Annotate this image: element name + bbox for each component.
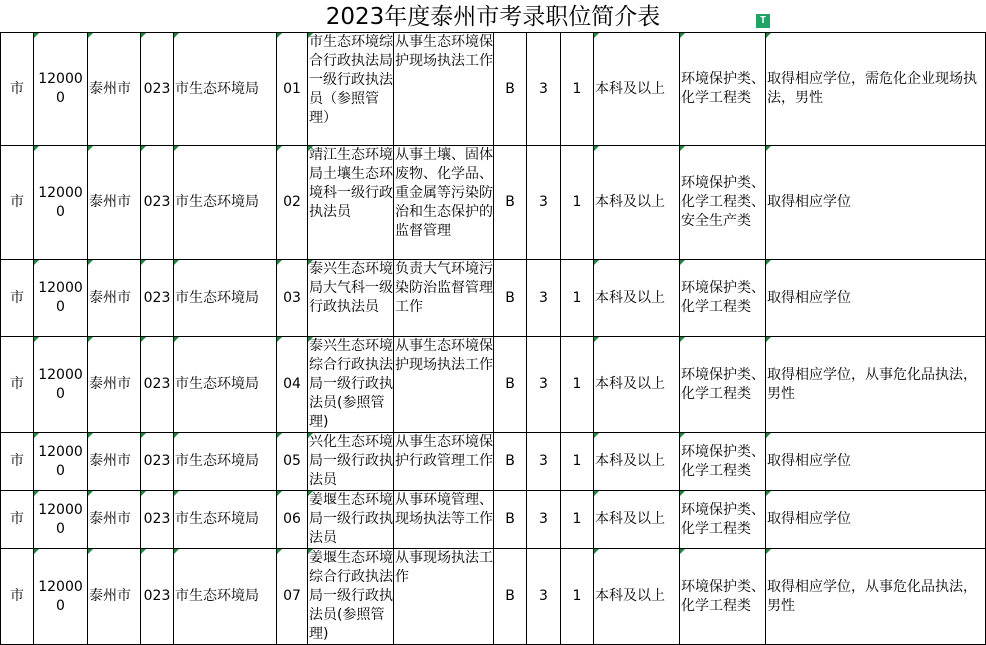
cell-text: 02 — [283, 194, 301, 210]
cell-text: 3 — [539, 511, 548, 527]
cell-text: 从事现场执法工作 — [395, 550, 493, 585]
cell-text: B — [505, 80, 515, 97]
comment-marker-icon — [88, 433, 93, 438]
cell-department[interactable] — [174, 146, 277, 260]
comment-marker-icon — [88, 337, 93, 342]
cell-dept-code[interactable] — [141, 260, 174, 337]
cell-text: B — [505, 376, 515, 392]
cell-education[interactable] — [594, 491, 680, 549]
table-row — [1, 260, 986, 337]
comment-marker-icon — [277, 33, 282, 38]
cell-text: 从事生态环境保护现场执法工作 — [395, 338, 493, 373]
cell-text: 023 — [143, 289, 171, 306]
cell-major[interactable] — [680, 337, 766, 433]
cell-exam-type[interactable] — [527, 33, 561, 146]
cell-region-code[interactable] — [34, 433, 88, 491]
cell-dept-code[interactable] — [141, 549, 174, 645]
cell-text: 环境保护类、化学工程类 — [681, 280, 765, 315]
comment-marker-icon — [766, 337, 771, 342]
cell-text: 1 — [572, 588, 582, 604]
comment-marker-icon — [174, 33, 179, 38]
cell-level[interactable] — [1, 260, 34, 337]
comment-marker-icon — [680, 549, 685, 554]
cell-text: 本科及以上 — [595, 588, 665, 604]
comment-marker-icon — [594, 33, 599, 38]
cell-text: 01 — [283, 80, 301, 97]
comment-marker-icon — [680, 146, 685, 151]
cell-position-name[interactable] — [308, 337, 394, 433]
cell-duty[interactable] — [394, 337, 494, 433]
cell-department[interactable] — [174, 33, 277, 146]
cell-dept-code[interactable] — [141, 433, 174, 491]
comment-marker-icon — [308, 491, 313, 496]
comment-marker-icon — [680, 337, 685, 342]
cell-text: 泰州市 — [89, 588, 131, 604]
comment-marker-icon — [594, 337, 599, 342]
comment-marker-icon — [766, 33, 771, 38]
cell-education[interactable] — [594, 337, 680, 433]
sheet-title: 2023年度泰州市考录职位简介表 — [325, 4, 661, 30]
cell-major[interactable] — [680, 433, 766, 491]
cell-other-requirements[interactable] — [766, 146, 986, 260]
cell-category[interactable] — [494, 549, 527, 645]
cell-position-code[interactable] — [277, 549, 308, 645]
cell-headcount[interactable] — [561, 433, 594, 491]
comment-marker-icon — [88, 146, 93, 151]
cell-exam-type[interactable] — [527, 260, 561, 337]
cell-headcount[interactable] — [561, 491, 594, 549]
cell-text: 环境保护类、化学工程类 — [681, 501, 765, 537]
table-row — [1, 433, 986, 491]
cell-category[interactable] — [494, 337, 527, 433]
cell-position-code[interactable] — [277, 146, 308, 260]
comment-marker-icon — [680, 433, 685, 438]
cell-category[interactable] — [494, 491, 527, 549]
table-row — [1, 549, 986, 645]
comment-marker-icon — [141, 337, 146, 342]
cell-text: 环境保护类、化学工程类 — [681, 366, 765, 402]
cell-text: 120000 — [38, 71, 83, 106]
cell-major[interactable] — [680, 33, 766, 146]
comment-marker-icon — [141, 33, 146, 38]
cell-position-name[interactable] — [308, 260, 394, 337]
cell-headcount[interactable] — [561, 549, 594, 645]
cell-duty[interactable] — [394, 33, 494, 146]
cell-text: 本科及以上 — [595, 289, 665, 306]
cell-text: 泰州市 — [89, 80, 131, 97]
cell-text: 环境保护类、化学工程类 — [681, 443, 765, 479]
cell-exam-type[interactable] — [527, 549, 561, 645]
cell-region-code[interactable] — [34, 337, 88, 433]
cell-position-name[interactable] — [308, 549, 394, 645]
cell-level[interactable] — [1, 146, 34, 260]
cell-region-code[interactable] — [34, 491, 88, 549]
cell-education[interactable] — [594, 33, 680, 146]
comment-marker-icon — [766, 549, 771, 554]
cell-text: 从事环境管理、现场执法等工作 — [395, 492, 493, 527]
comment-marker-icon — [766, 260, 771, 265]
cell-text: 3 — [539, 376, 548, 392]
cell-text: 023 — [143, 194, 171, 210]
cell-department[interactable] — [174, 433, 277, 491]
cell-city[interactable] — [88, 337, 141, 433]
cell-text: 负责大气环境污染防治监督管理工作 — [395, 261, 493, 315]
cell-text: 3 — [539, 194, 548, 210]
cell-education[interactable] — [594, 260, 680, 337]
cell-text: 市 — [10, 511, 24, 527]
cell-department[interactable] — [174, 337, 277, 433]
cell-text: 取得相应学位，需危化企业现场执法，男性 — [767, 71, 977, 106]
cell-education[interactable] — [594, 146, 680, 260]
cell-major[interactable] — [680, 549, 766, 645]
cell-duty[interactable] — [394, 433, 494, 491]
cell-level[interactable] — [1, 491, 34, 549]
cell-text: B — [505, 511, 515, 527]
cell-category[interactable] — [494, 433, 527, 491]
cell-text: 环境保护类、化学工程类、安全生产类 — [681, 175, 765, 229]
cell-text: 市 — [10, 194, 24, 210]
cell-text: B — [505, 588, 515, 604]
cell-level[interactable] — [1, 549, 34, 645]
cell-position-name[interactable] — [308, 33, 394, 146]
cell-text: 1 — [572, 289, 582, 306]
cell-city[interactable] — [88, 146, 141, 260]
cell-duty[interactable] — [394, 146, 494, 260]
cell-headcount[interactable] — [561, 337, 594, 433]
cell-text: 市 — [10, 289, 24, 306]
cell-text: 市生态环境局 — [175, 80, 259, 97]
title-bar — [0, 0, 986, 32]
cell-text: 1 — [572, 194, 582, 210]
cell-department[interactable] — [174, 260, 277, 337]
cell-education[interactable] — [594, 433, 680, 491]
cell-major[interactable] — [680, 146, 766, 260]
cell-text: 泰州市 — [89, 376, 131, 392]
comment-marker-icon — [34, 549, 39, 554]
cell-text: 3 — [539, 453, 548, 469]
cell-text: 市生态环境局 — [175, 376, 259, 392]
comment-marker-icon — [680, 491, 685, 496]
cell-text: 本科及以上 — [595, 80, 665, 97]
cell-duty[interactable] — [394, 549, 494, 645]
cell-position-code[interactable] — [277, 491, 308, 549]
comment-marker-icon — [766, 433, 771, 438]
cell-text: 1 — [572, 376, 582, 392]
cell-text: 120000 — [38, 501, 83, 537]
comment-marker-icon — [34, 433, 39, 438]
cell-department[interactable] — [174, 549, 277, 645]
comment-marker-icon — [141, 491, 146, 496]
cell-text: 120000 — [38, 578, 83, 614]
comment-marker-icon — [174, 433, 179, 438]
cell-text: 环境保护类、化学工程类 — [681, 71, 765, 106]
cell-text: 023 — [143, 453, 171, 469]
cell-text: 市 — [10, 376, 24, 392]
cell-other-requirements[interactable] — [766, 549, 986, 645]
comment-marker-icon — [34, 146, 39, 151]
cell-text: 023 — [143, 588, 171, 604]
cell-text: 泰州市 — [89, 453, 131, 469]
table-row — [1, 491, 986, 549]
comment-marker-icon — [277, 491, 282, 496]
cell-position-code[interactable] — [277, 33, 308, 146]
cell-duty[interactable] — [394, 260, 494, 337]
comment-tag-icon[interactable]: T — [756, 14, 770, 28]
comment-marker-icon — [308, 146, 313, 151]
cell-text: 市生态环境局 — [175, 194, 259, 210]
comment-marker-icon — [308, 33, 313, 38]
comment-marker-icon — [88, 549, 93, 554]
cell-exam-type[interactable] — [527, 491, 561, 549]
cell-level[interactable] — [1, 433, 34, 491]
comment-marker-icon — [141, 549, 146, 554]
cell-city[interactable] — [88, 260, 141, 337]
cell-text: 3 — [539, 588, 548, 604]
comment-marker-icon — [594, 491, 599, 496]
cell-position-name[interactable] — [308, 146, 394, 260]
cell-exam-type[interactable] — [527, 433, 561, 491]
cell-position-code[interactable] — [277, 433, 308, 491]
cell-headcount[interactable] — [561, 33, 594, 146]
cell-text: 1 — [572, 511, 582, 527]
cell-text: 03 — [283, 289, 301, 306]
cell-text: 从事生态环境保护行政管理工作 — [395, 434, 493, 469]
comment-marker-icon — [594, 549, 599, 554]
cell-text: B — [505, 453, 515, 469]
comment-marker-icon — [34, 33, 39, 38]
cell-region-code[interactable] — [34, 260, 88, 337]
positions-table — [0, 32, 986, 645]
comment-marker-icon — [277, 260, 282, 265]
cell-text: 从事生态环境保护现场执法工作 — [395, 34, 493, 69]
comment-marker-icon — [308, 433, 313, 438]
cell-text: 兴化生态环境局一级行政执法员 — [309, 434, 393, 488]
cell-text: B — [505, 289, 515, 306]
comment-marker-icon — [34, 260, 39, 265]
cell-text: 3 — [539, 80, 548, 97]
cell-other-requirements[interactable] — [766, 433, 986, 491]
cell-city[interactable] — [88, 433, 141, 491]
cell-text: 取得相应学位，从事危化品执法，男性 — [767, 366, 977, 402]
cell-region-code[interactable] — [34, 33, 88, 146]
cell-city[interactable] — [88, 33, 141, 146]
cell-text: 120000 — [38, 366, 83, 402]
cell-position-code[interactable] — [277, 337, 308, 433]
cell-position-code[interactable] — [277, 260, 308, 337]
cell-text: 06 — [283, 511, 301, 527]
cell-region-code[interactable] — [34, 146, 88, 260]
table-row — [1, 146, 986, 260]
comment-marker-icon — [766, 491, 771, 496]
comment-marker-icon — [174, 260, 179, 265]
cell-text: 本科及以上 — [595, 194, 665, 210]
comment-marker-icon — [277, 146, 282, 151]
comment-marker-icon — [174, 337, 179, 342]
cell-category[interactable] — [494, 33, 527, 146]
cell-text: 靖江生态环境局土壤生态环境科一级行政执法员 — [309, 147, 393, 220]
cell-text: 从事土壤、固体废物、化学品、重金属等污染防治和生态保护的监督管理 — [395, 147, 493, 239]
comment-marker-icon — [594, 260, 599, 265]
cell-text: 120000 — [38, 280, 83, 315]
comment-marker-icon — [34, 337, 39, 342]
cell-dept-code[interactable] — [141, 146, 174, 260]
cell-headcount[interactable] — [561, 146, 594, 260]
comment-marker-icon — [308, 549, 313, 554]
cell-text: 1 — [572, 453, 582, 469]
comment-marker-icon — [174, 146, 179, 151]
cell-region-code[interactable] — [34, 549, 88, 645]
comment-marker-icon — [308, 260, 313, 265]
cell-text: 市生态环境局 — [175, 453, 259, 469]
cell-text: 市生态环境综合行政执法局一级行政执法员（参照管理） — [309, 34, 393, 126]
comment-marker-icon — [277, 337, 282, 342]
cell-text: 市生态环境局 — [175, 511, 259, 527]
comment-marker-icon — [277, 433, 282, 438]
cell-other-requirements[interactable] — [766, 260, 986, 337]
cell-text: 取得相应学位 — [767, 453, 851, 469]
cell-text: 05 — [283, 453, 301, 469]
cell-text: 泰州市 — [89, 289, 131, 306]
cell-text: 泰州市 — [89, 194, 131, 210]
cell-major[interactable] — [680, 260, 766, 337]
cell-text: 120000 — [38, 184, 83, 220]
cell-text: 市 — [10, 80, 24, 97]
cell-text: 市 — [10, 588, 24, 604]
comment-marker-icon — [680, 260, 685, 265]
cell-text: 姜堰生态环境综合行政执法局一级行政执法员(参照管理) — [309, 550, 393, 642]
comment-marker-icon — [594, 433, 599, 438]
cell-other-requirements[interactable] — [766, 491, 986, 549]
cell-city[interactable] — [88, 549, 141, 645]
cell-text: 120000 — [38, 443, 83, 479]
comment-marker-icon — [34, 491, 39, 496]
cell-category[interactable] — [494, 260, 527, 337]
cell-text: 04 — [283, 376, 301, 392]
comment-marker-icon — [141, 146, 146, 151]
cell-duty[interactable] — [394, 491, 494, 549]
cell-text: 取得相应学位 — [767, 511, 851, 527]
cell-text: 本科及以上 — [595, 376, 665, 392]
cell-education[interactable] — [594, 549, 680, 645]
cell-text: 本科及以上 — [595, 511, 665, 527]
cell-major[interactable] — [680, 491, 766, 549]
cell-category[interactable] — [494, 146, 527, 260]
cell-text: 07 — [283, 588, 301, 604]
cell-level[interactable] — [1, 33, 34, 146]
cell-position-name[interactable] — [308, 433, 394, 491]
cell-text: B — [505, 194, 515, 210]
cell-text: 市生态环境局 — [175, 289, 259, 306]
cell-text: 取得相应学位，从事危化品执法，男性 — [767, 578, 977, 614]
cell-department[interactable] — [174, 491, 277, 549]
cell-text: 泰州市 — [89, 511, 131, 527]
cell-text: 023 — [143, 376, 171, 392]
comment-marker-icon — [594, 146, 599, 151]
cell-other-requirements[interactable] — [766, 337, 986, 433]
cell-text: 泰兴生态环境局大气科一级行政执法员 — [309, 261, 393, 315]
comment-marker-icon — [277, 549, 282, 554]
comment-marker-icon — [174, 491, 179, 496]
cell-text: 023 — [143, 511, 171, 527]
cell-text: 取得相应学位 — [767, 194, 851, 210]
comment-marker-icon — [88, 33, 93, 38]
cell-position-name[interactable] — [308, 491, 394, 549]
cell-text: 023 — [143, 80, 171, 97]
cell-dept-code[interactable] — [141, 337, 174, 433]
cell-text: 1 — [572, 80, 582, 97]
cell-text: 姜堰生态环境局一级行政执法员 — [309, 492, 393, 546]
comment-marker-icon — [308, 337, 313, 342]
cell-text: 3 — [539, 289, 548, 306]
cell-city[interactable] — [88, 491, 141, 549]
cell-text: 市 — [10, 453, 24, 469]
table-row — [1, 33, 986, 146]
cell-text: 环境保护类、化学工程类 — [681, 578, 765, 614]
comment-marker-icon — [141, 433, 146, 438]
cell-exam-type[interactable] — [527, 146, 561, 260]
cell-headcount[interactable] — [561, 260, 594, 337]
cell-text: 泰兴生态环境综合行政执法局一级行政执法员(参照管理) — [309, 338, 393, 430]
comment-marker-icon — [766, 146, 771, 151]
comment-marker-icon — [88, 491, 93, 496]
cell-exam-type[interactable] — [527, 337, 561, 433]
comment-marker-icon — [141, 260, 146, 265]
table-row — [1, 337, 986, 433]
cell-other-requirements[interactable] — [766, 33, 986, 146]
cell-level[interactable] — [1, 337, 34, 433]
comment-marker-icon — [88, 260, 93, 265]
cell-text: 市生态环境局 — [175, 588, 259, 604]
comment-marker-icon — [680, 33, 685, 38]
cell-dept-code[interactable] — [141, 33, 174, 146]
cell-dept-code[interactable] — [141, 491, 174, 549]
cell-text: 本科及以上 — [595, 453, 665, 469]
comment-marker-icon — [174, 549, 179, 554]
cell-text: 取得相应学位 — [767, 289, 851, 306]
